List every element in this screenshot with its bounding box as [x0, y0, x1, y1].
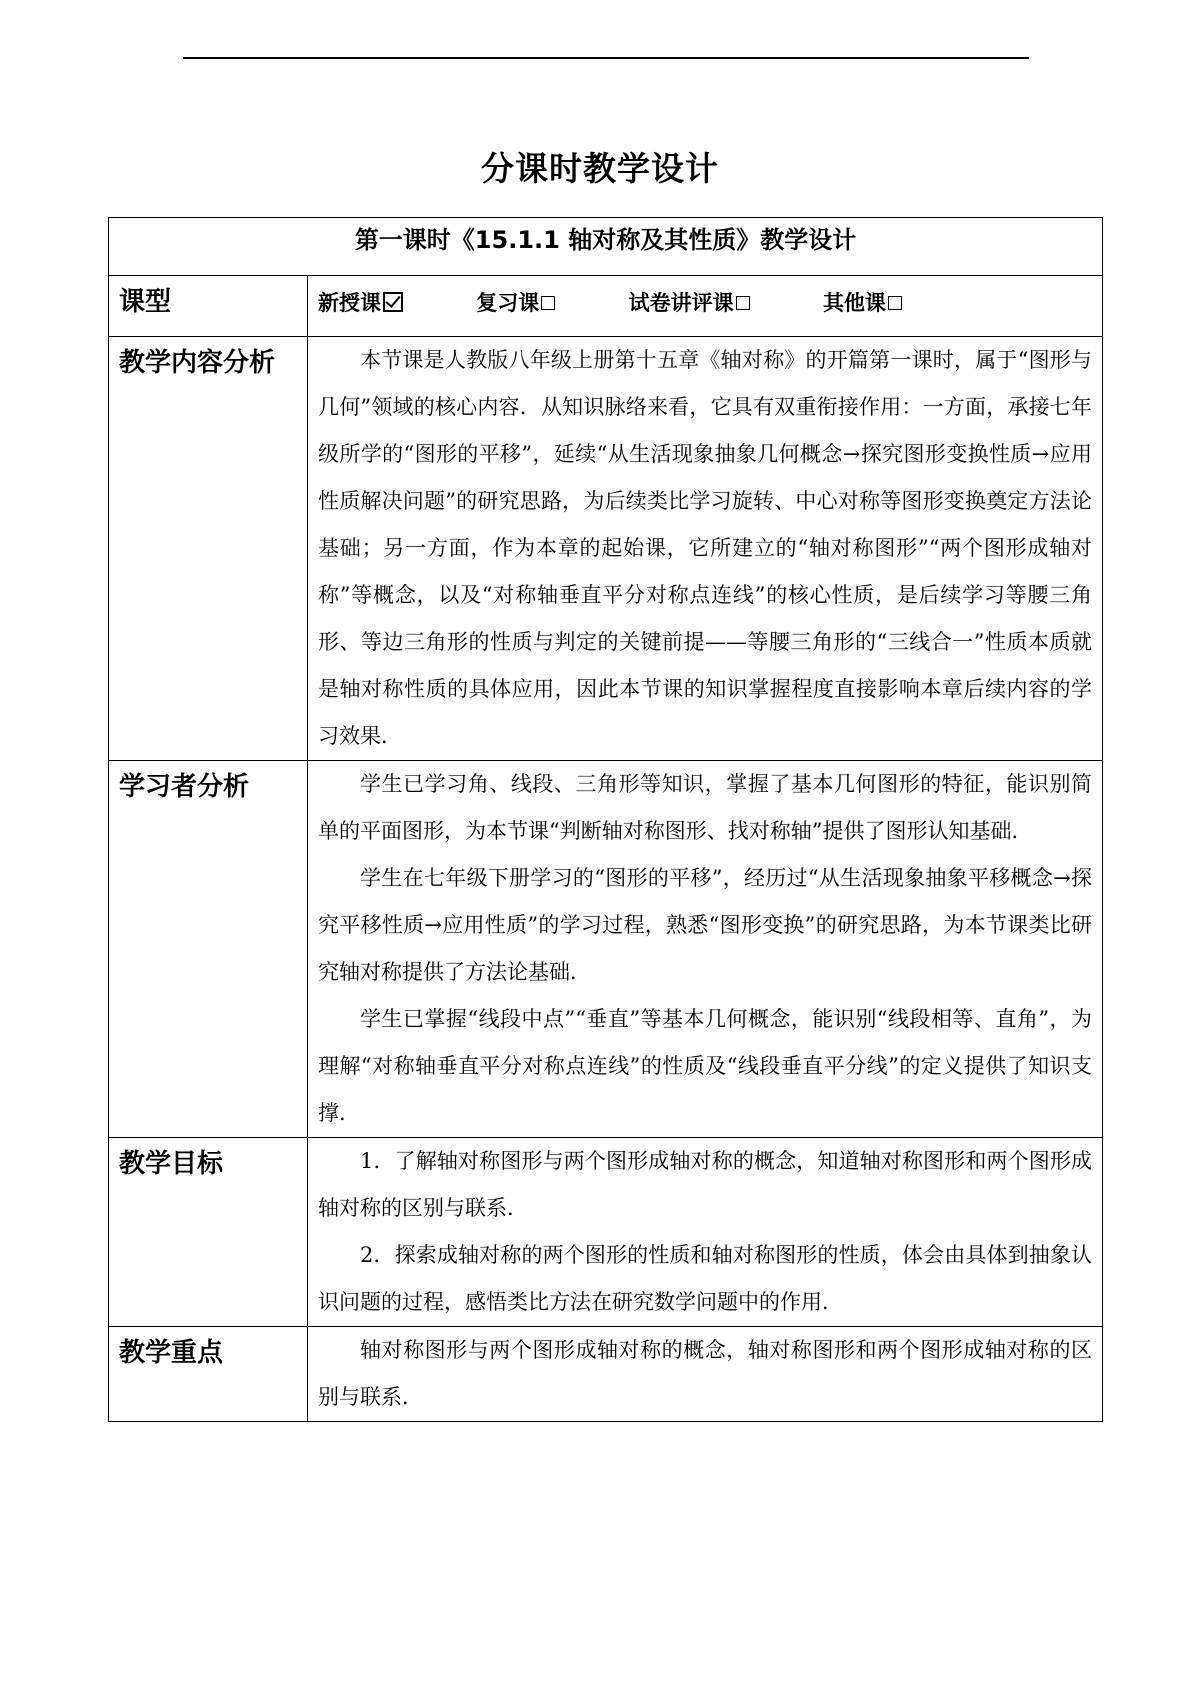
content-analysis-text [308, 337, 1103, 761]
checked-box-icon [383, 292, 403, 312]
empty-box-icon [541, 296, 555, 310]
key-points-row [109, 1327, 1103, 1422]
paragraph: 本节课是人教版八年级上册第十五章《轴对称》的开篇第一课时，属于“图形与几何”领域的核心内容．从知识脉络来看，它具有双重衔接作用：一方面，承接七年级所学的“图形的平移”，延续“从生活现象抽象几何概念→探究图形变换性质→应用性质解决问题”的研究思路，为后续类比学习旋转、中心对称等图形变换奠定方法论基础；另一方面，作为本章的起始课，它所建立的“轴对称图形”“两个图形成轴对称”等概念，以及“对称轴垂直平分对称点连线”的核心性质，是后续学习等腰三角形、等边三角形的性质与判定的关键前提——等腰三角形的“三线合一”性质本质就是轴对称性质的具体应用，因此本节课的知识掌握程度直接影响本章后续内容的学习效果． [318, 348, 1093, 748]
paragraph: 学生已学习角、线段、三角形等知识，掌握了基本几何图形的特征，能识别简单的平面图形，为本节课“判断轴对称图形、找对称轴”提供了图形认知基础． [318, 772, 1093, 843]
paragraph: 学生已掌握“线段中点”“垂直”等基本几何概念，能识别“线段相等、直角”，为理解“对称轴垂直平分对称点连线”的性质及“线段垂直平分线”的定义提供了知识支撑． [318, 1007, 1093, 1125]
lesson-plan-table [108, 217, 1103, 1422]
key-points-text [308, 1327, 1103, 1422]
course-type-option-other[interactable]: 其他课 [823, 280, 902, 326]
paragraph: 轴对称图形与两个图形成轴对称的概念，轴对称图形和两个图形成轴对称的区别与联系． [318, 1338, 1093, 1409]
course-type-label: 课型 [109, 276, 308, 337]
empty-box-icon [888, 296, 902, 310]
learner-analysis-label: 学习者分析 [109, 761, 308, 1138]
course-type-option-new[interactable]: 新授课 [318, 280, 403, 326]
lesson-caption: 第一课时《15.1.1 轴对称及其性质》教学设计 [109, 218, 1103, 276]
header-rule [183, 57, 1029, 59]
course-type-options [308, 276, 1103, 337]
content-analysis-row [109, 337, 1103, 761]
objectives-row [109, 1138, 1103, 1327]
course-type-row [109, 276, 1103, 337]
empty-box-icon [736, 296, 750, 310]
key-points-label: 教学重点 [109, 1327, 308, 1422]
paragraph: 学生在七年级下册学习的“图形的平移”，经历过“从生活现象抽象平移概念→探究平移性质→应用性质”的学习过程，熟悉“图形变换”的研究思路，为本节课类比研究轴对称提供了方法论基础． [318, 866, 1093, 984]
objectives-label: 教学目标 [109, 1138, 308, 1327]
learner-analysis-row [109, 761, 1103, 1138]
objectives-text [308, 1138, 1103, 1327]
paragraph: 2．探索成轴对称的两个图形的性质和轴对称图形的性质，体会由具体到抽象认识问题的过程，感悟类比方法在研究数学问题中的作用． [318, 1243, 1093, 1314]
course-type-option-review[interactable]: 复习课 [476, 280, 555, 326]
course-type-option-exam-review[interactable]: 试卷讲评课 [629, 280, 750, 326]
document-title: 分课时教学设计 [481, 149, 719, 188]
content-analysis-label: 教学内容分析 [109, 337, 308, 761]
paragraph: 1．了解轴对称图形与两个图形成轴对称的概念，知道轴对称图形和两个图形成轴对称的区别与联系． [318, 1149, 1093, 1220]
learner-analysis-text [308, 761, 1103, 1138]
